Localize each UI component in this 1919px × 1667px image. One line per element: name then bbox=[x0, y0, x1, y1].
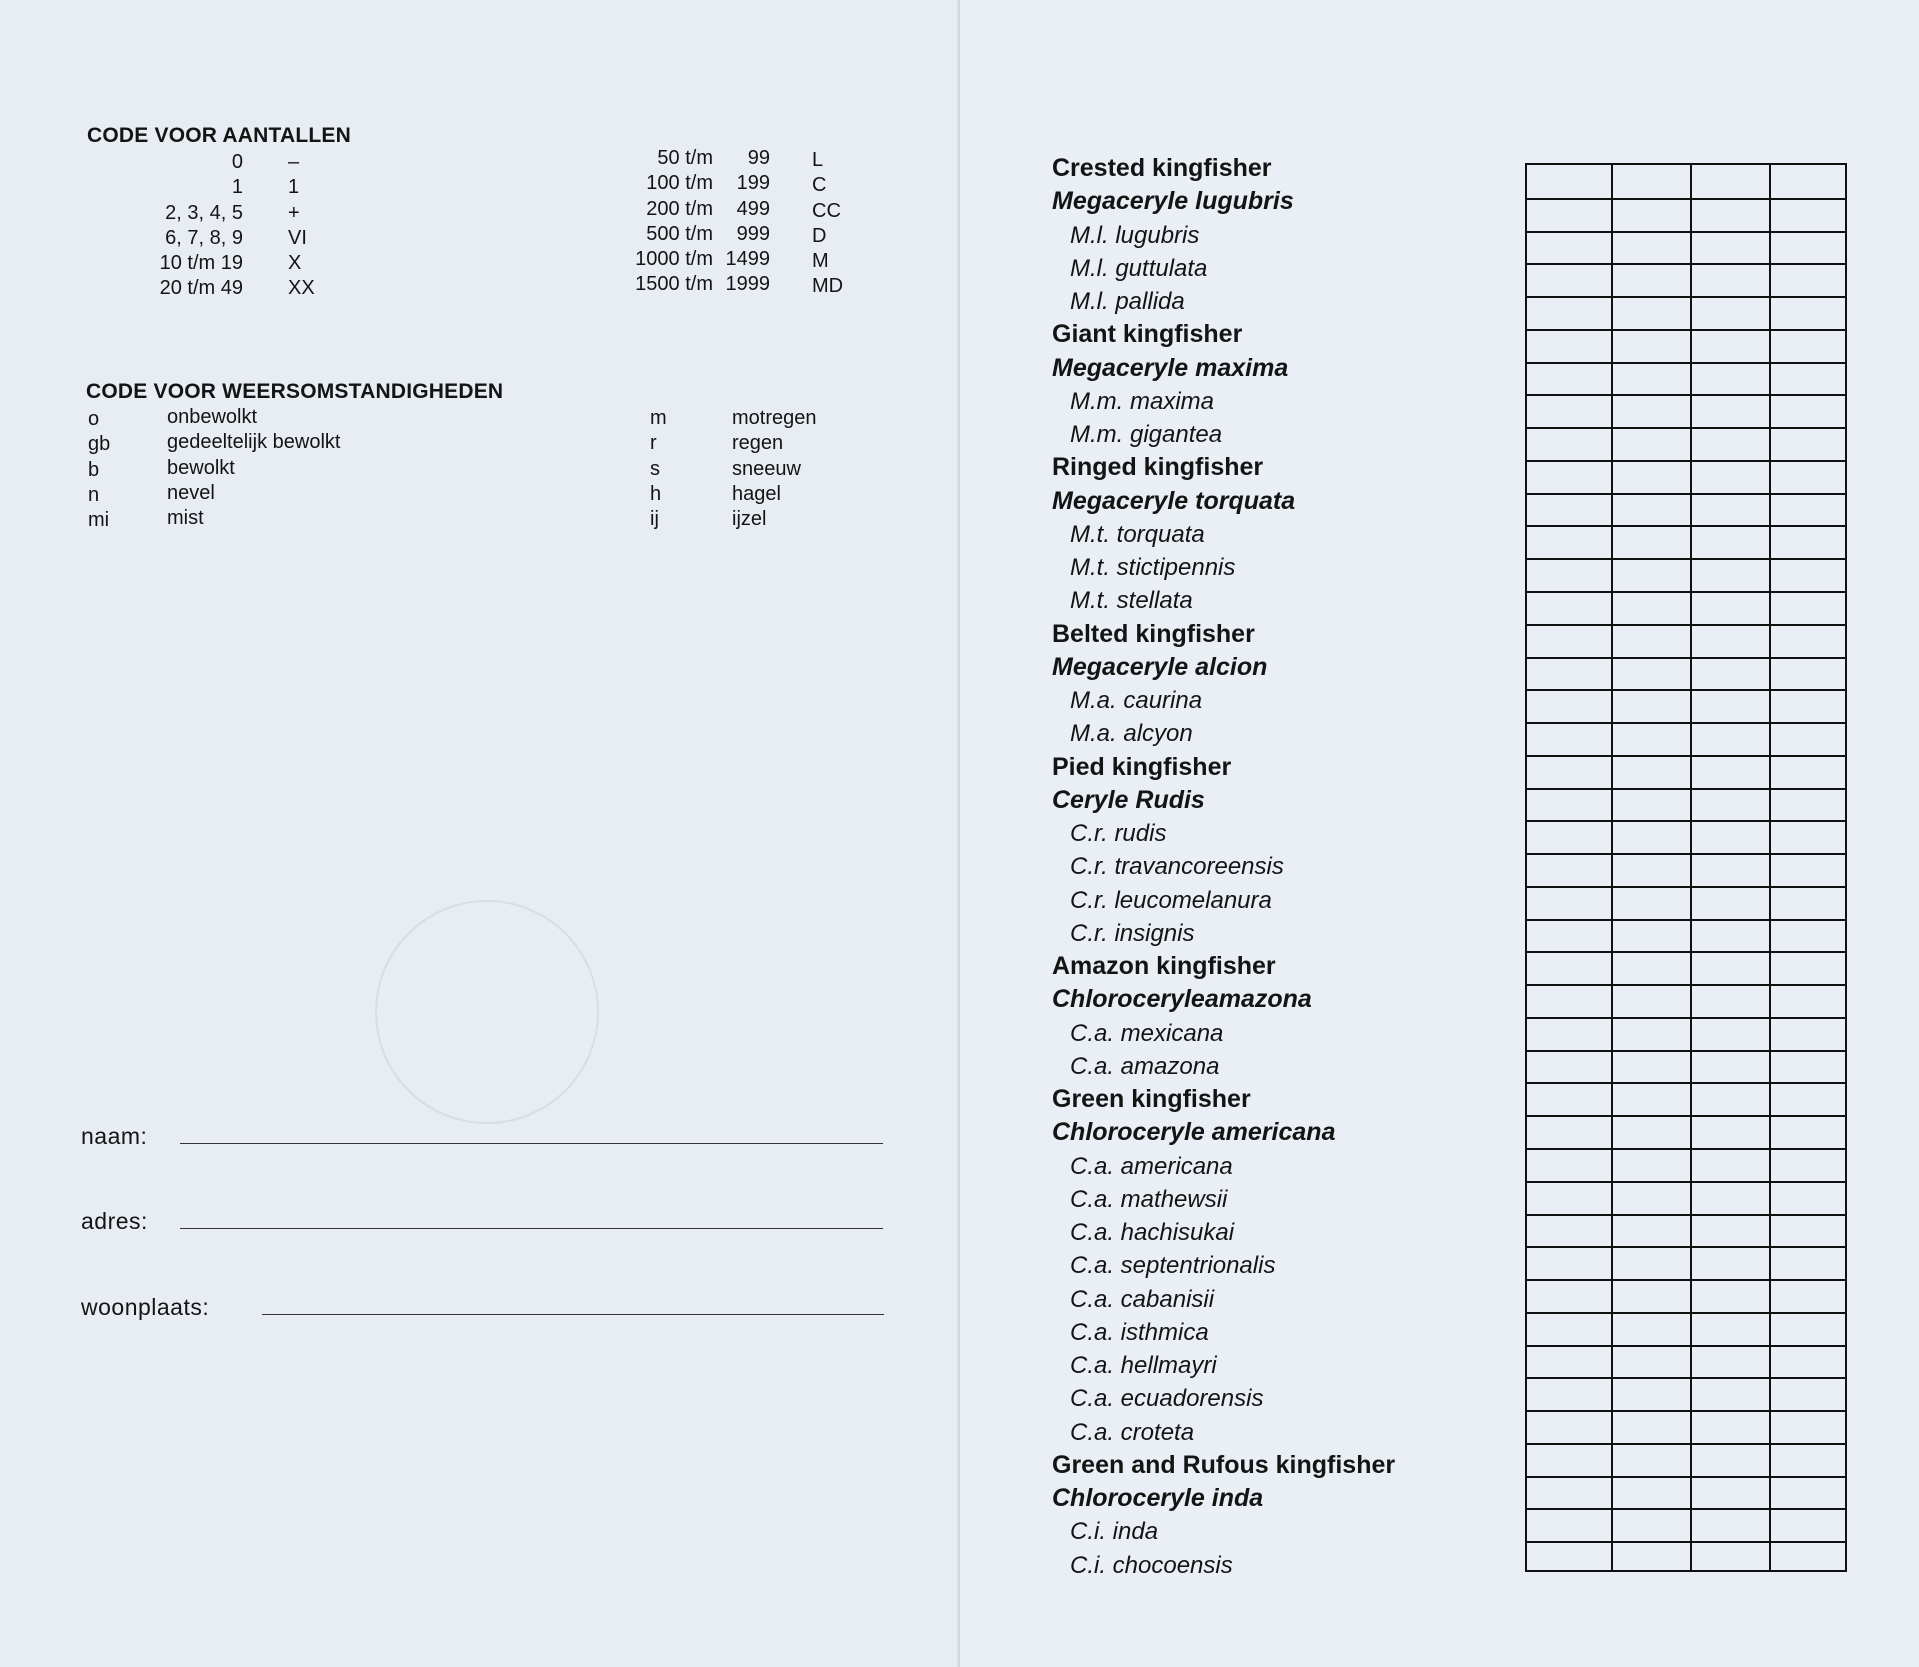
grid-row-divider bbox=[1527, 1246, 1845, 1248]
subspecies-name: C.a. cabanisii bbox=[1070, 1285, 1215, 1313]
species-common-name: Ringed kingfisher bbox=[1052, 453, 1264, 482]
globe-watermark bbox=[375, 900, 599, 1124]
grid-row-divider bbox=[1527, 1443, 1845, 1445]
weather-right-labels: motregen regen sneeuw hagel ijzel bbox=[732, 407, 817, 531]
subspecies-name: M.a. caurina bbox=[1070, 687, 1203, 714]
subspecies-name: M.t. stellata bbox=[1070, 587, 1193, 615]
grid-row-divider bbox=[1527, 1377, 1845, 1379]
grid-column-divider bbox=[1611, 165, 1613, 1570]
grid-row-divider bbox=[1527, 689, 1845, 691]
counts-right-from: 50 t/m 100 t/m 200 t/m 500 t/m 1000 t/m 1500 t/m bbox=[635, 147, 713, 296]
grid-column-divider bbox=[1769, 165, 1771, 1570]
species-scientific-name: Ceryle Rudis bbox=[1052, 785, 1205, 814]
grid-row-divider bbox=[1527, 886, 1845, 888]
species-scientific-name: Chloroceryleamazona bbox=[1052, 985, 1312, 1014]
species-scientific-name: Megaceryle lugubris bbox=[1052, 187, 1294, 216]
species-common-name: Crested kingfisher bbox=[1052, 154, 1272, 182]
address-label: adres: bbox=[81, 1208, 148, 1234]
city-field-line[interactable] bbox=[262, 1314, 884, 1315]
grid-row-divider bbox=[1527, 657, 1845, 659]
subspecies-name: C.i. inda bbox=[1070, 1518, 1159, 1546]
name-label: naam: bbox=[81, 1123, 148, 1149]
subspecies-name: M.m. maxima bbox=[1070, 387, 1214, 415]
grid-row-divider bbox=[1527, 198, 1845, 200]
species-common-name: Amazon kingfisher bbox=[1052, 952, 1276, 980]
weather-left-labels: onbewolkt gedeeltelijk bewolkt bewolkt nevel mist bbox=[167, 406, 341, 530]
grid-row-divider bbox=[1527, 1214, 1845, 1216]
subspecies-name: M.a. alcyon bbox=[1070, 720, 1193, 748]
grid-row-divider bbox=[1527, 1410, 1845, 1412]
grid-row-divider bbox=[1527, 1541, 1845, 1543]
grid-row-divider bbox=[1527, 1050, 1845, 1052]
grid-row-divider bbox=[1527, 1508, 1845, 1510]
species-scientific-name: Megaceryle alcion bbox=[1052, 652, 1268, 681]
grid-row-divider bbox=[1527, 493, 1845, 495]
subspecies-name: M.l. pallida bbox=[1070, 288, 1185, 315]
subspecies-name: M.l. guttulata bbox=[1070, 254, 1208, 282]
grid-row-divider bbox=[1527, 525, 1845, 527]
grid-row-divider bbox=[1527, 591, 1845, 593]
species-common-name: Green and Rufous kingfisher bbox=[1052, 1450, 1396, 1479]
grid-row-divider bbox=[1527, 853, 1845, 855]
subspecies-name: M.l. lugubris bbox=[1070, 221, 1200, 249]
subspecies-name: C.a. septentrionalis bbox=[1070, 1252, 1276, 1280]
species-common-name: Pied kingfisher bbox=[1052, 752, 1232, 781]
grid-row-divider bbox=[1527, 820, 1845, 822]
species-scientific-name: Megaceryle torquata bbox=[1052, 486, 1296, 515]
grid-row-divider bbox=[1527, 1115, 1845, 1117]
grid-row-divider bbox=[1527, 460, 1845, 462]
grid-row-divider bbox=[1527, 329, 1845, 331]
grid-row-divider bbox=[1527, 919, 1845, 921]
tick-grid[interactable] bbox=[1525, 163, 1847, 1572]
grid-row-divider bbox=[1527, 263, 1845, 265]
grid-row-divider bbox=[1527, 231, 1845, 233]
grid-row-divider bbox=[1527, 624, 1845, 626]
grid-row-divider bbox=[1527, 427, 1845, 429]
counts-right-to: 99 199 499 999 1499 1999 bbox=[725, 147, 770, 296]
grid-row-divider bbox=[1527, 951, 1845, 953]
counts-left-ranges: 0 1 2, 3, 4, 5 6, 7, 8, 9 10 t/m 19 20 t/m 49 bbox=[159, 151, 243, 300]
weather-right-codes: m r s h ij bbox=[650, 407, 667, 531]
name-field-line[interactable] bbox=[180, 1143, 883, 1144]
subspecies-name: M.t. stictipennis bbox=[1070, 554, 1236, 581]
subspecies-name: M.m. gigantea bbox=[1070, 421, 1223, 448]
grid-row-divider bbox=[1527, 984, 1845, 986]
subspecies-name: C.r. insignis bbox=[1070, 919, 1195, 947]
subspecies-name: C.r. rudis bbox=[1070, 820, 1167, 847]
weather-title: CODE VOOR WEERSOMSTANDIGHEDEN bbox=[86, 380, 504, 403]
species-common-name: Belted kingfisher bbox=[1052, 619, 1255, 648]
species-list bbox=[1052, 152, 1482, 1582]
grid-row-divider bbox=[1527, 558, 1845, 560]
counts-left-codes: – 1 + VI X XX bbox=[288, 151, 315, 300]
subspecies-name: M.t. torquata bbox=[1070, 520, 1205, 548]
grid-row-divider bbox=[1527, 296, 1845, 298]
subspecies-name: C.a. hachisukai bbox=[1070, 1219, 1235, 1246]
counts-title: CODE VOOR AANTALLEN bbox=[87, 124, 351, 147]
grid-row-divider bbox=[1527, 788, 1845, 790]
subspecies-name: C.a. croteta bbox=[1070, 1418, 1195, 1446]
grid-row-divider bbox=[1527, 1476, 1845, 1478]
weather-left-codes: o gb b n mi bbox=[88, 408, 111, 532]
counts-right-codes: L C CC D M MD bbox=[812, 149, 844, 298]
address-field-line[interactable] bbox=[180, 1228, 883, 1229]
grid-row-divider bbox=[1527, 1017, 1845, 1019]
grid-row-divider bbox=[1527, 362, 1845, 364]
subspecies-name: C.a. mexicana bbox=[1070, 1019, 1224, 1047]
subspecies-name: C.r. leucomelanura bbox=[1070, 886, 1272, 914]
grid-row-divider bbox=[1527, 1279, 1845, 1281]
subspecies-name: C.i. chocoensis bbox=[1070, 1551, 1233, 1579]
species-scientific-name: Megaceryle maxima bbox=[1052, 353, 1289, 382]
species-scientific-name: Chloroceryle inda bbox=[1052, 1484, 1264, 1512]
species-scientific-name: Chloroceryle americana bbox=[1052, 1118, 1336, 1147]
grid-row-divider bbox=[1527, 722, 1845, 724]
grid-row-divider bbox=[1527, 1082, 1845, 1084]
grid-row-divider bbox=[1527, 394, 1845, 396]
subspecies-name: C.a. isthmica bbox=[1070, 1318, 1209, 1346]
grid-column-divider bbox=[1690, 165, 1692, 1570]
subspecies-name: C.a. mathewsii bbox=[1070, 1185, 1228, 1213]
species-common-name: Giant kingfisher bbox=[1052, 320, 1243, 349]
species-common-name: Green kingfisher bbox=[1052, 1085, 1251, 1113]
grid-row-divider bbox=[1527, 1345, 1845, 1347]
subspecies-name: C.a. amazona bbox=[1070, 1052, 1220, 1080]
city-label: woonplaats: bbox=[81, 1294, 210, 1320]
subspecies-name: C.r. travancoreensis bbox=[1070, 853, 1284, 881]
subspecies-name: C.a. hellmayri bbox=[1070, 1352, 1217, 1379]
grid-row-divider bbox=[1527, 1181, 1845, 1183]
grid-row-divider bbox=[1527, 1148, 1845, 1150]
grid-row-divider bbox=[1527, 755, 1845, 757]
subspecies-name: C.a. americana bbox=[1070, 1152, 1233, 1180]
subspecies-name: C.a. ecuadorensis bbox=[1070, 1385, 1264, 1413]
grid-row-divider bbox=[1527, 1312, 1845, 1314]
